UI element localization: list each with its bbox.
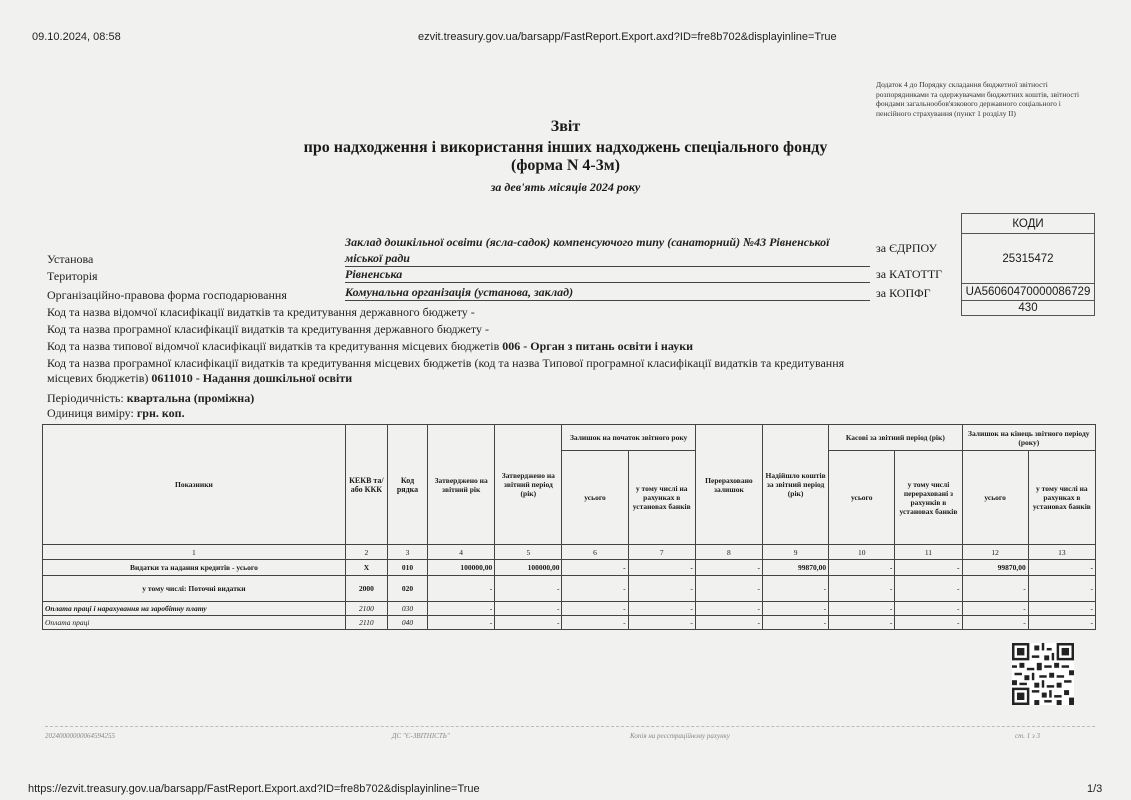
col-number: 7 xyxy=(628,545,695,560)
col-number: 11 xyxy=(895,545,962,560)
row-value: - xyxy=(895,560,962,576)
unit-label: Одиниця виміру: xyxy=(47,406,134,420)
col-number: 4 xyxy=(428,545,495,560)
column-numbers-row xyxy=(43,545,1096,560)
edrpou-label: за ЄДРПОУ xyxy=(876,241,938,255)
th-nadiishlo: Надійшло коштів за звітний період (рік) xyxy=(763,425,829,545)
col-number: 8 xyxy=(695,545,762,560)
row-kekv: X xyxy=(345,560,387,576)
code-katottg: UA56060470000086729 xyxy=(962,284,1095,301)
row-value: 100000,00 xyxy=(428,560,495,576)
row-value: - xyxy=(962,616,1028,630)
katottg-label: за КАТОТТГ xyxy=(876,267,943,281)
print-url-header: ezvit.treasury.gov.ua/barsapp/FastReport.Export.axd?ID=fre8b702&displayinline=True xyxy=(418,31,837,43)
row-value: - xyxy=(763,576,829,602)
row-value: - xyxy=(495,616,562,630)
row-value: 99870,00 xyxy=(763,560,829,576)
row-code: 020 xyxy=(387,576,427,602)
row-value: - xyxy=(763,616,829,630)
row-value: - xyxy=(829,560,895,576)
ustanova-value-line1: Заклад дошкільної освіти (ясла-садок) компенсуючого типу (санаторний) №43 Рівненської xyxy=(345,235,830,249)
th-zalyshok-end: Залишок на кінець звітного періоду (року) xyxy=(962,425,1095,451)
terytoriia-label: Територія xyxy=(47,269,98,283)
row-kekv: 2000 xyxy=(345,576,387,602)
copy-note: Копія на реєстраційному рахунку xyxy=(630,732,730,740)
unit xyxy=(47,406,185,421)
row-name: Оплата праці і нарахування на заробітну плату xyxy=(43,602,346,616)
system-name: ДС "Є-ЗВІТНІСТЬ" xyxy=(392,732,450,740)
prohramna-derzh: Код та назва програмної класифікації видатків та кредитування державного бюджету - xyxy=(47,322,489,336)
prohramna-mistseva-line2 xyxy=(47,371,352,386)
report-form: (форма N 4-3м) xyxy=(511,157,620,174)
row-value: - xyxy=(1028,576,1095,602)
codes-table xyxy=(961,213,1095,316)
footer-divider xyxy=(45,726,1095,727)
periodicity-value: квартальна (проміжна) xyxy=(126,391,255,405)
prohramna-mistseva-line1: Код та назва програмної класифікації видатків та кредитування місцевих бюджетів (код та назва Типової програмної класифікації видатків та кредитування xyxy=(47,356,845,370)
th-kod: Код рядка xyxy=(387,425,427,545)
row-value: 100000,00 xyxy=(495,560,562,576)
row-value: - xyxy=(895,602,962,616)
codes-header: КОДИ xyxy=(962,214,1095,234)
report-period: за дев'ять місяців 2024 року xyxy=(490,180,641,194)
row-value: - xyxy=(962,576,1028,602)
row-value: - xyxy=(562,616,628,630)
prohramna-mistseva-value: 0611010 - Надання дошкільної освіти xyxy=(151,371,353,385)
qr-code-icon xyxy=(1012,643,1074,710)
unit-value: грн. коп. xyxy=(136,406,185,420)
th-zatv-rik: Затверджено на звітний рік xyxy=(428,425,495,545)
row-value: - xyxy=(1028,602,1095,616)
table-row xyxy=(43,602,1096,616)
th-kasovi: Касові за звітний період (рік) xyxy=(829,425,962,451)
ustanova-value-line2: міської ради xyxy=(345,251,870,267)
col-number: 3 xyxy=(387,545,427,560)
opf-label: Організаційно-правова форма господарювання xyxy=(47,288,287,302)
row-value: - xyxy=(428,616,495,630)
row-value: - xyxy=(428,602,495,616)
opf-value: Комунальна організація (установа, заклад) xyxy=(345,285,870,301)
th-pokaznyky: Показники xyxy=(43,425,346,545)
col-number: 5 xyxy=(495,545,562,560)
th-rakhunky-end: у тому числі на рахунках в установах банків xyxy=(1028,451,1095,545)
col-number: 13 xyxy=(1028,545,1095,560)
vidomcha-mistseva-label: Код та назва типової відомчої класифікації видатків та кредитування місцевих бюджетів xyxy=(47,339,500,353)
row-name: у тому числі: Поточні видатки xyxy=(43,576,346,602)
prohramna-mistseva-label: місцевих бюджетів) xyxy=(47,371,149,385)
th-zalyshok-start: Залишок на початок звітного року xyxy=(562,425,695,451)
row-value: - xyxy=(695,602,762,616)
th-usoho-start: усього xyxy=(562,451,628,545)
col-number: 9 xyxy=(763,545,829,560)
th-perekhovano: Перераховано залишок xyxy=(695,425,762,545)
row-code: 040 xyxy=(387,616,427,630)
row-name: Оплата праці xyxy=(43,616,346,630)
row-value: - xyxy=(763,602,829,616)
row-value: - xyxy=(829,616,895,630)
ustanova-label: Установа xyxy=(47,252,94,266)
col-number: 6 xyxy=(562,545,628,560)
row-code: 030 xyxy=(387,602,427,616)
row-code: 010 xyxy=(387,560,427,576)
row-value: - xyxy=(895,576,962,602)
row-value: - xyxy=(562,602,628,616)
row-value: - xyxy=(562,560,628,576)
col-number: 2 xyxy=(345,545,387,560)
row-value: - xyxy=(962,602,1028,616)
row-value: - xyxy=(695,560,762,576)
row-value: - xyxy=(695,576,762,602)
row-value: - xyxy=(1028,560,1095,576)
doc-page: ст. 1 з 3 xyxy=(1015,732,1040,740)
kopfg-label: за КОПФГ xyxy=(876,286,931,300)
row-value: - xyxy=(628,576,695,602)
row-value: - xyxy=(428,576,495,602)
row-value: - xyxy=(628,616,695,630)
row-kekv: 2110 xyxy=(345,616,387,630)
report-table xyxy=(42,424,1096,630)
th-usoho-kasovi: усього xyxy=(829,451,895,545)
row-value: - xyxy=(695,616,762,630)
terytoriia-value: Рівненська xyxy=(345,267,870,283)
vidomcha-mistseva-value: 006 - Орган з питань освіти і науки xyxy=(502,339,694,353)
row-value: - xyxy=(829,602,895,616)
print-page-number: 1/3 xyxy=(1087,783,1103,795)
table-row xyxy=(43,616,1096,630)
table-row xyxy=(43,576,1096,602)
row-value: - xyxy=(628,560,695,576)
periodicity xyxy=(47,391,254,406)
row-value: - xyxy=(1028,616,1095,630)
row-value: - xyxy=(495,576,562,602)
table-row xyxy=(43,560,1096,576)
th-zatv-period: Затверджено на звітний період (рік) xyxy=(495,425,562,545)
code-kopfg: 430 xyxy=(962,301,1095,316)
doc-id: 20240000000064594255 xyxy=(45,732,115,740)
row-value: - xyxy=(895,616,962,630)
row-value: 99870,00 xyxy=(962,560,1028,576)
col-number: 12 xyxy=(962,545,1028,560)
print-datetime: 09.10.2024, 08:58 xyxy=(32,31,121,43)
annex-note: Додаток 4 до Порядку складання бюджетної звітності розпорядниками та одержувачами бюджетних коштів, звітності фондами загальнообов'язкового державного соціального і пенсійного страхування (пункт 1 розділу II) xyxy=(876,80,1080,118)
col-number: 1 xyxy=(43,545,346,560)
th-perekhovani-kasovi: у тому числі перераховані з рахунків в установах банків xyxy=(895,451,962,545)
row-value: - xyxy=(628,602,695,616)
row-value: - xyxy=(495,602,562,616)
row-name: Видатки та надання кредитів - усього xyxy=(43,560,346,576)
row-value: - xyxy=(562,576,628,602)
vidomcha-mistseva xyxy=(47,339,693,354)
report-title: Звіт xyxy=(550,118,581,135)
report-subtitle: про надходження і використання інших надходжень спеціального фонду xyxy=(303,139,828,156)
th-kekv: КЕКВ та/або ККК xyxy=(345,425,387,545)
row-kekv: 2100 xyxy=(345,602,387,616)
code-edrpou: 25315472 xyxy=(962,234,1095,284)
col-number: 10 xyxy=(829,545,895,560)
th-usoho-end: усього xyxy=(962,451,1028,545)
th-rakhunky-start: у тому числі на рахунках в установах банків xyxy=(628,451,695,545)
row-value: - xyxy=(829,576,895,602)
print-url-footer: https://ezvit.treasury.gov.ua/barsapp/FastReport.Export.axd?ID=fre8b702&displayinline=True xyxy=(28,783,480,795)
periodicity-label: Періодичність: xyxy=(47,391,124,405)
vidomcha-derzh: Код та назва відомчої класифікації видатків та кредитування державного бюджету - xyxy=(47,305,475,319)
